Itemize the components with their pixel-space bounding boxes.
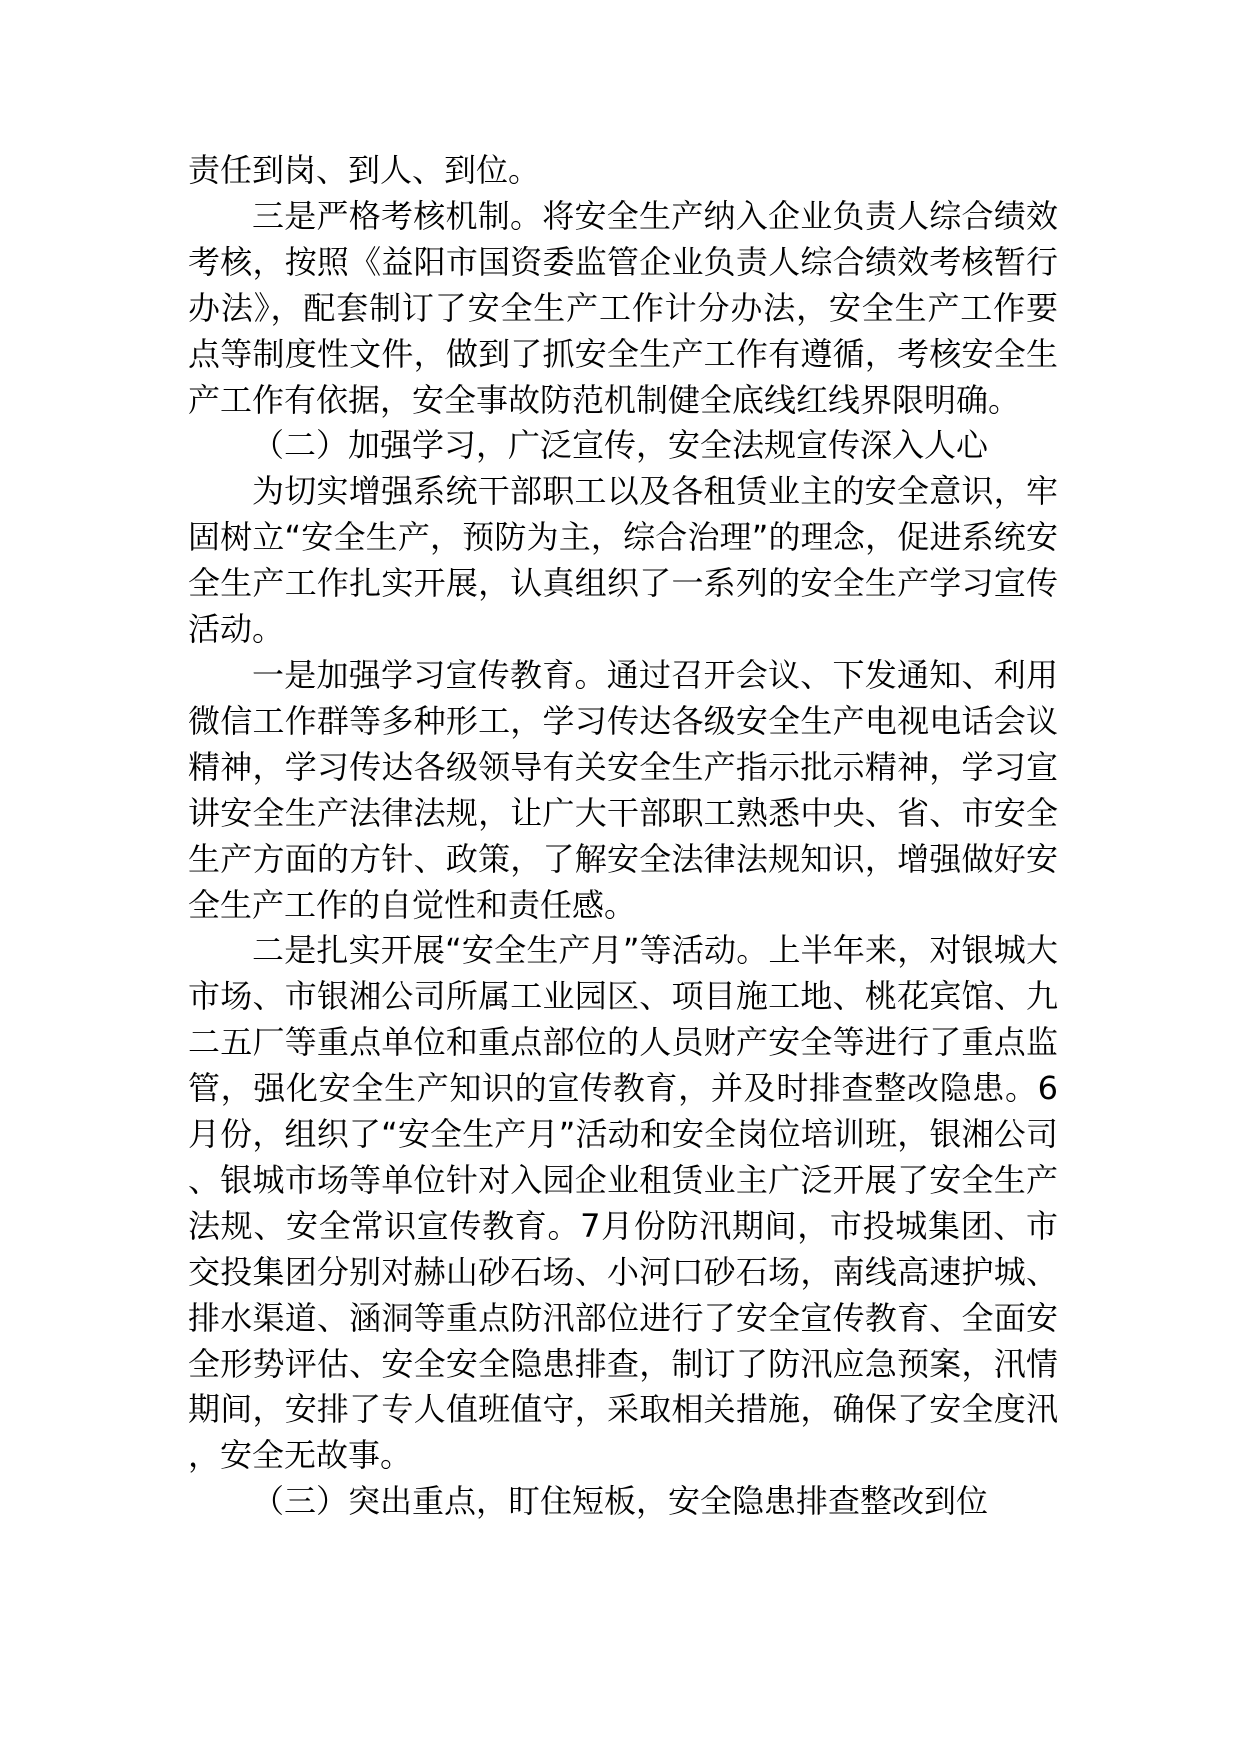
document-body bbox=[188, 148, 1058, 1525]
section-heading-2: （二）加强学习，广泛宣传，安全法规宣传深入人心 bbox=[252, 426, 989, 465]
paragraph-continuation: 责任到岗、到人、到位。 bbox=[188, 151, 541, 189]
section-heading-3: （三）突出重点，盯住短板，安全隐患排查整改到位 bbox=[252, 1482, 989, 1521]
paragraph-safety-month: 二是扎实开展“安全生产月”等活动。上半年来，对银城大市场、市银湘公司所属工业园区、项目施工地、桃花宾馆、九二五厂等重点单位和重点部位的人员财产安全等进行了重点监管，强化安全生产知识的宣传教育，并及时排查整改隐患。6月份，组织了“安全生产月”活动和安全岗位培训班，银湘公司、银城市场等单位针对入园企业租赁业主广泛开展了安全生产法规、安全常识宣传教育。7月份防汛期间，市投城集团、市交投集团分别对赫山砂石场、小河口砂石场，南线高速护城、排水渠道、涵洞等重点防汛部位进行了安全宣传教育、全面安全形势评估、安全安全隐患排查，制订了防汛应急预案，汛情期间，安排了专人值班值守，采取相关措施，确保了安全度汛，安全无故事。 bbox=[188, 931, 1058, 1475]
paragraph-assessment-mechanism: 三是严格考核机制。将安全生产纳入企业负责人综合绩效考核，按照《益阳市国资委监管企业负责人综合绩效考核暂行办法》，配套制订了安全生产工作计分办法，安全生产工作要点等制度性文件，做到了抓安全生产工作有遵循，考核安全生产工作有依据，安全事故防范机制健全底线红线界限明确。 bbox=[188, 196, 1058, 419]
paragraph-safety-awareness: 为切实增强系统干部职工以及各租赁业主的安全意识，牢固树立“安全生产，预防为主，综合治理”的理念，促进系统安全生产工作扎实开展，认真组织了一系列的安全生产学习宣传活动。 bbox=[188, 472, 1058, 649]
paragraph-education: 一是加强学习宣传教育。通过召开会议、下发通知、利用微信工作群等多种形工，学习传达各级安全生产电视电话会议精神，学习传达各级领导有关安全生产指示批示精神，学习宣讲安全生产法律法规，让广大干部职工熟悉中央、省、市安全生产方面的方针、政策，了解安全法律法规知识，增强做好安全生产工作的自觉性和责任感。 bbox=[188, 655, 1058, 924]
